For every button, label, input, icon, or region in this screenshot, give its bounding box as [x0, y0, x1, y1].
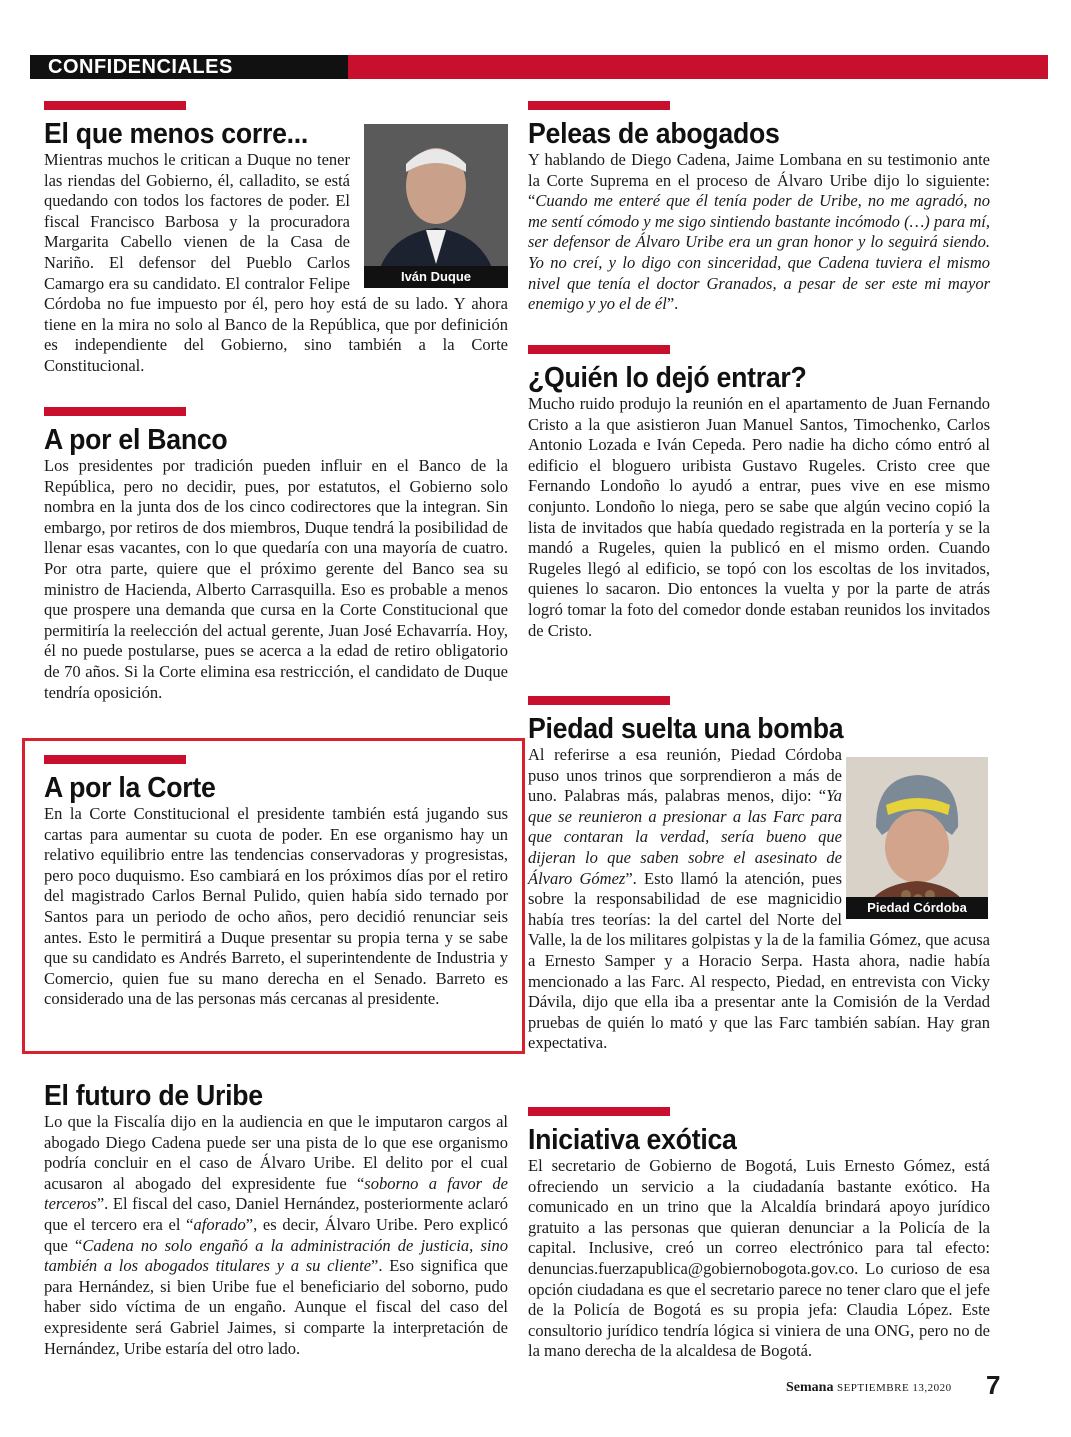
- article-body: Mientras muchos le critican a Duque no tener las riendas del Gobierno, él, calladito, se está quedando con todos los factores de poder. El fiscal Francisco Barbosa y la procuradora Margarita Cabello vienen de la Casa de Nariño. El defensor del Pueblo Carlos Camargo era su candidato. El contralor Felipe Córdoba no fue impuesto por él, pero hoy está de su lado. Y ahora tiene en la mira no solo al Banco de la República, que por definición es independiente del Gobierno, sino también a la Corte Constitucional.: [44, 150, 508, 377]
- issue-date: SEPTIEMBRE 13,2020: [836, 1382, 952, 1394]
- ivan-duque-photo: [364, 124, 508, 288]
- article-title: Peleas de abogados: [528, 118, 780, 150]
- piedad-cordoba-photo: [846, 757, 988, 919]
- article-title: Iniciativa exótica: [528, 1124, 737, 1156]
- article-body: En la Corte Constitucional el presidente también está jugando sus cartas para aumentar su cuota de poder. En ese organismo hay un relativo equilibrio entre las tendencias conservadoras y progresistas, pero poco duquismo. Eso cambiará en los próximos días por el retiro del magistrado Carlos Bernal Pulido, quien había sido ternado por Santos para un periodo de ocho años, pero decidió renunciar seis antes. Esto le permitirá a Duque presentar su propia terna y se sabe que su candidato es Andrés Barreto, el superintendente de Industria y Comercio, quien fue su mano derecha en el Senado. Barreto es considerado una de las personas más cercanas al presidente.: [44, 804, 508, 1009]
- article-banco: [44, 407, 508, 703]
- section-red-bar: [44, 101, 186, 110]
- section-red-bar: [528, 101, 670, 110]
- magazine-name: Semana: [786, 1380, 834, 1395]
- article-title: Piedad suelta una bomba: [528, 713, 844, 745]
- section-red-bar: [528, 696, 670, 705]
- article-uribe: [44, 1063, 508, 1359]
- article-body: Al referirse a esa reunión, Piedad Córdoba puso unos trinos que sorprendieron a más de uno. Palabras más, palabras menos, dijo: “Ya que se reunieron a presionar a las Farc para que contaran la verdad, sería bueno que dijeran lo que saben sobre el asesinato de Álvaro Gómez”. Esto llamó la atención, pues sobre la responsabilidad de ese magnicidio había tres teorías: la del cartel del Norte del Valle, la de los militares golpistas y la de la familia Gómez, que acusa a Ernesto Samper y a Horacio Serpa. Hasta ahora, nadie había mencionado a las Farc. Al respecto, Piedad, en entrevista con Vicky Dávila, dijo que ella iba a presentar ante la Comisión de la Verdad pruebas de quién lo mató y que las Farc también sabían. Hay gran expectativa.: [528, 745, 990, 1053]
- page-number: 7: [986, 1370, 1001, 1400]
- article-body: Y hablando de Diego Cadena, Jaime Lombana en su testimonio ante la Corte Suprema en el proceso de Álvaro Uribe dijo lo siguiente: “Cuando me enteré que él tenía poder de Uribe, no me agradó, no me sentí cómodo y me sigo sintiendo bastante incómodo (…) para mí, ser defensor de Álvaro Uribe era un gran honor y lo seguirá siendo. Yo no creí, y lo digo con sinceridad, que Cadena tuviera el mismo nivel que tenía el doctor Granados, a pesar de ser este mi mayor enemigo y yo el de él”.: [528, 150, 990, 314]
- article-body: Los presidentes por tradición pueden influir en el Banco de la República, pero no decidir, pues, por estatutos, el Gobierno solo nombra en la junta dos de los cinco codirectores que la integran. Sin embargo, por retiros de dos miembros, Duque tendrá la posibilidad de llenar esas vacantes, con lo que quedaría con una mayoría de cuatro. Por otra parte, quiere que el próximo gerente del Banco sea su ministro de Hacienda, Alberto Carrasquilla. Eso es probable a menos que prospere una demanda que cursa en la Corte Constitucional que permitiría la reelección del actual gerente, Juan José Echavarría. Hoy, él no puede postularse, pues se acerca a la edad de retiro obligatorio de 70 años. Si la Corte elimina esa restricción, el candidato de Duque tendría oposición.: [44, 456, 508, 702]
- section-red-bar: [528, 1107, 670, 1116]
- portrait-icon: [846, 757, 988, 919]
- highlight-box: [22, 738, 525, 1054]
- article-title: El futuro de Uribe: [44, 1080, 263, 1112]
- section-red-bar: [44, 407, 186, 416]
- article-entrar: [528, 345, 990, 641]
- photo-caption: Iván Duque: [364, 266, 508, 288]
- portrait-icon: [364, 124, 508, 288]
- article-body: El secretario de Gobierno de Bogotá, Luis Ernesto Gómez, está ofreciendo un servicio a la ciudadanía bastante exótico. Ha comunicado en un trino que la Alcaldía brindará apoyo jurídico gratuito a las personas que quieran denunciar a la Policía de la capital. Inclusive, creó un correo electrónico para tal efecto: denuncias.fuerzapublica@gobiernobogota.gov.co. Lo curioso de esa opción ciudadana es que el secretario parece no tener claro que el jefe de la Policía de Bogotá es su propia jefa: Claudia López. Este consultorio jurídico tendría lógica si viniera de una ONG, pero no de la mano derecha de la alcaldesa de Bogotá.: [528, 1156, 990, 1361]
- article-iniciativa: [528, 1107, 990, 1362]
- photo-caption: Piedad Córdoba: [846, 897, 988, 919]
- section-red-bar: [528, 345, 670, 354]
- footer-credit: [786, 1380, 952, 1396]
- section-header: CONFIDENCIALES: [30, 55, 348, 79]
- article-body: Mucho ruido produjo la reunión en el apartamento de Juan Fernando Cristo a la que asistieron Juan Manuel Santos, Timochenko, Carlos Antonio Lozada e Iván Cepeda. Pero nadie ha dicho cómo entró al edificio el bloguero uribista Gustavo Rugeles. Cristo cree que Fernando Londoño lo ayudó a entrar, pues vive en ese mismo conjunto. Londoño lo niega, pero se sabe que algún vecino copió la lista de invitados que había quedado registrada en la portería y se la mandó a Rugeles, quien la publicó en el mismo orden. Cuando Rugeles llegó al edificio, se topó con los escoltas de los invitados, quienes lo sacaron. Dio entonces la vuelta y por la parte de atrás logró tomar la foto del comedor donde estaban reunidos los invitados de Cristo.: [528, 394, 990, 640]
- article-title: A por el Banco: [44, 424, 228, 456]
- article-abogados: [528, 101, 990, 315]
- article-body: Lo que la Fiscalía dijo en la audiencia en que le imputaron cargos al abogado Diego Cadena puede ser una pista de lo que ese organismo podría concluir en el caso de Álvaro Uribe. El delito por el cual acusaron al abogado del expresidente fue “soborno a favor de terceros”. El fiscal del caso, Daniel Hernández, posteriormente aclaró que el tercero era el “aforado”, es decir, Álvaro Uribe. Pero explicó que “Cadena no solo engañó a la administración de justicia, sino también a los abogados titulares y a su cliente”. Eso significa que para Hernández, si bien Uribe fue el beneficiario del soborno, pudo haber sido víctima de un engaño. Aunque el fiscal del caso del expresidente será Gabriel Jaimes, si comparte la interpretación de Hernández, Uribe estaría del otro lado.: [44, 1112, 508, 1358]
- article-title: ¿Quién lo dejó entrar?: [528, 362, 807, 394]
- article-title: A por la Corte: [44, 772, 216, 804]
- article-title: El que menos corre...: [44, 118, 309, 150]
